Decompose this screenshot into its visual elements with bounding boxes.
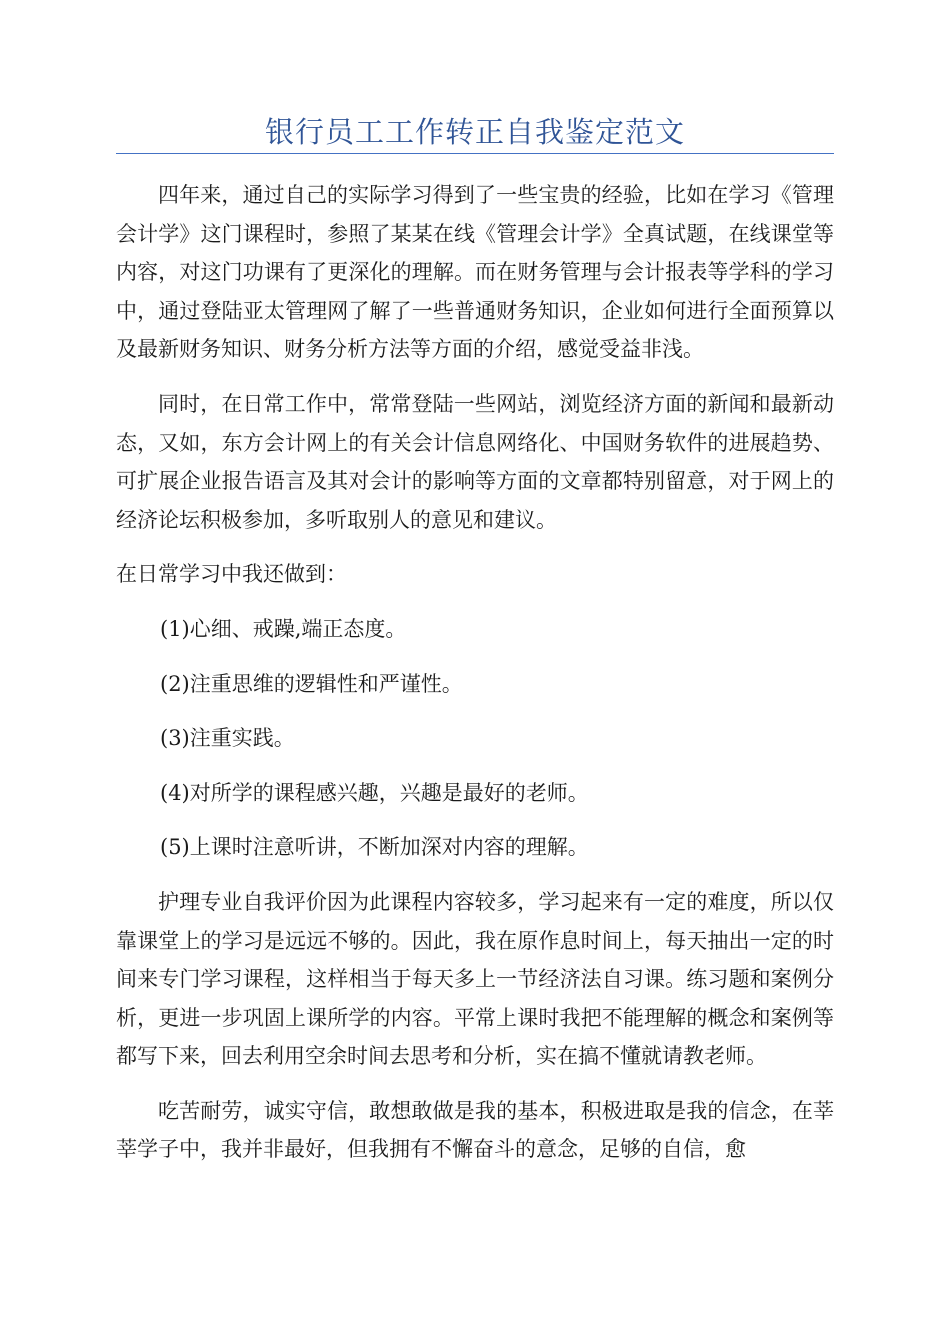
paragraph-daily-work: 同时，在日常工作中，常常登陆一些网站，浏览经济方面的新闻和最新动态，又如，东方会计网上的有关会计信息网络化、中国财务软件的进展趋势、可扩展企业报告语言及其对会计的影响等方面的文章都特别留意，对于网上的经济论坛积极参加，多听取别人的意见和建议。 — [116, 391, 834, 532]
list-item: (4)对所学的课程感兴趣，兴趣是最好的老师。 — [160, 780, 589, 805]
list-item: (1)心细、戒躁,端正态度。 — [160, 616, 407, 641]
document-body — [116, 176, 834, 1185]
list-item: (5)上课时注意听讲，不断加深对内容的理解。 — [160, 835, 589, 860]
paragraph-personal-qualities: 吃苦耐劳，诚实守信，敢想敢做是我的基本，积极进取是我的信念，在莘莘学子中，我并非最好，但我拥有不懈奋斗的意念，足够的自信，愈 — [116, 1098, 834, 1162]
paragraph-self-study: 护理专业自我评价因为此课程内容较多，学习起来有一定的难度，所以仅靠课堂上的学习是远远不够的。因此，我在原作息时间上，每天抽出一定的时间来专门学习课程，这样相当于每天多上一节经济法自习课。练习题和案例分析，更进一步巩固上课所学的内容。平常上课时我把不能理解的概念和案例等都写下来，回去利用空余时间去思考和分析，实在搞不懂就请教老师。 — [116, 889, 834, 1069]
paragraph-list-intro: 在日常学习中我还做到： — [116, 562, 347, 587]
title-underline — [116, 153, 834, 154]
list-item: (2)注重思维的逻辑性和严谨性。 — [160, 671, 463, 696]
list-item: (3)注重实践。 — [160, 726, 295, 751]
paragraph-study-experience: 四年来，通过自己的实际学习得到了一些宝贵的经验，比如在学习《管理会计学》这门课程时，参照了某某在线《管理会计学》全真试题，在线课堂等内容，对这门功课有了更深化的理解。而在财务管理与会计报表等学科的学习中，通过登陆亚太管理网了解了一些普通财务知识，企业如何进行全面预算以及最新财务知识、财务分析方法等方面的介绍，感觉受益非浅。 — [116, 183, 834, 362]
document-title: 银行员工工作转正自我鉴定范文 — [264, 115, 685, 149]
